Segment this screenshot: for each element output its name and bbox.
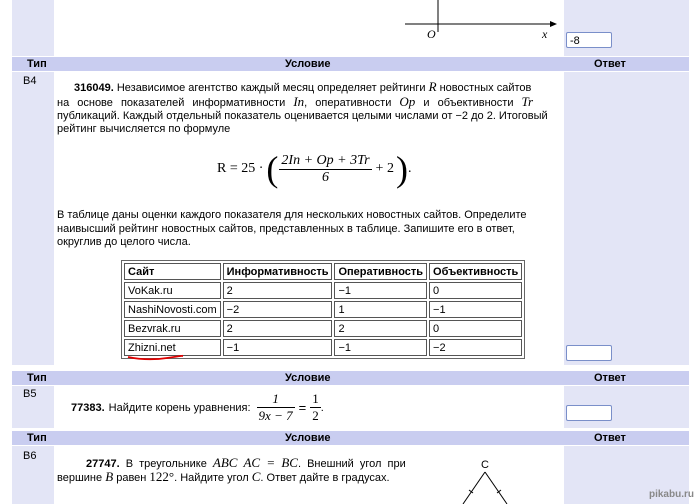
b4-answer-column (564, 72, 689, 365)
formula-tail: + 2 (375, 161, 394, 176)
formula-fraction (279, 153, 371, 186)
b6-line1-end: . Внешний угол при (297, 458, 406, 470)
header-type: Тип (27, 372, 47, 384)
zhizni-site-name: Zhizni.net (128, 341, 176, 354)
table-header-cell: Объективность (429, 263, 522, 280)
b5-eq: = (298, 400, 307, 415)
table-cell: −2 (429, 339, 522, 356)
b4-para2-l2: наивысший рейтинг новостных сайтов, представленных в таблице. Запишите его в ответ, (57, 223, 515, 235)
b5-rhs-fraction (310, 391, 321, 424)
b5-rhs-num: 1 (312, 391, 319, 406)
b4-line2 (57, 95, 533, 110)
b6-line2-end: . Ответ дайте в градусах. (260, 472, 390, 484)
graph-origin-label: O (427, 27, 436, 41)
b6-line2 (57, 470, 390, 485)
formula-denominator: 6 (321, 169, 329, 185)
b6-triangle-figure (455, 456, 515, 504)
b5-label: B5 (23, 388, 37, 400)
b4-line2-op-label: , оперативности (304, 97, 392, 109)
formula-period: . (407, 161, 412, 176)
table-cell: 2 (334, 320, 427, 337)
header-condition: Условие (285, 432, 331, 444)
table-header-cell: Сайт (124, 263, 221, 280)
table-cell: −2 (223, 301, 333, 318)
table-header-cell: Информативность (223, 263, 333, 280)
b6-problem-id: 27747. (86, 458, 120, 470)
b4-line1-text: Независимое агентство каждый месяц определяет рейтинги (116, 82, 426, 94)
table-cell: 0 (429, 320, 522, 337)
b4-problem-id: 316049. (74, 82, 114, 94)
b6-angle-value: 122° (149, 469, 175, 484)
b4-label: B4 (23, 75, 37, 87)
b4-line4: рейтинг вычисляется по формуле (57, 123, 231, 135)
b4-para2-l3: округлив до целого числа. (57, 236, 191, 248)
b4-line1-end: новостных сайтов (439, 82, 532, 94)
b6-var-b: B (105, 469, 114, 484)
b6-line2-text: вершине (57, 472, 103, 484)
b6-equals-text: равен (116, 472, 147, 484)
b4-type-column (12, 72, 54, 365)
formula-lhs: R = 25 · (217, 161, 264, 176)
table-header-cell: Оперативность (334, 263, 427, 280)
table-header-row (124, 263, 522, 280)
b6-label: B6 (23, 450, 37, 462)
formula-rparen: ) (395, 149, 408, 189)
b5-lhs-num: 1 (257, 391, 295, 408)
header-answer: Ответ (594, 372, 626, 384)
b4-var-tr: Tr (521, 94, 534, 109)
b4-line3: публикаций. Каждый отдельный показатель оценивается целыми числами от −2 до 2. Итоговый (57, 110, 548, 122)
b5-content (71, 391, 324, 424)
table-cell: 2 (223, 320, 333, 337)
table-cell: 0 (429, 282, 522, 299)
b4-answer-input[interactable] (566, 345, 612, 361)
b6-line1 (86, 456, 406, 471)
b4-formula (217, 148, 411, 190)
table-cell: NashiNovosti.com (124, 301, 221, 318)
b5-end: . (320, 401, 324, 414)
triangle-left-side (463, 472, 485, 504)
b5-text: Найдите корень уравнения: (108, 401, 251, 414)
prev-answer-input[interactable]: -8 (566, 32, 612, 48)
b5-rhs-den: 2 (312, 408, 319, 423)
b4-line1 (74, 80, 531, 95)
b6-triangle-expr: ABC AC = BC (212, 455, 298, 470)
table-cell: −1 (334, 339, 427, 356)
b6-find-text: . Найдите угол (174, 472, 249, 484)
b5-lhs-den: 9x − 7 (258, 408, 293, 423)
table-row (124, 320, 522, 337)
b4-line2-tr-label: и объективности (423, 97, 514, 109)
header-row-b5 (12, 371, 689, 385)
header-type: Тип (27, 58, 47, 70)
b4-para2-l1: В таблице даны оценки каждого показателя для нескольких новостных сайтов. Определите (57, 209, 527, 221)
b6-line1-text: В треугольнике (125, 458, 207, 470)
header-answer: Ответ (594, 58, 626, 70)
ratings-table (121, 260, 525, 359)
watermark: pikabu.ru (648, 489, 694, 500)
graph-x-arrow (550, 21, 557, 27)
header-condition: Условие (285, 58, 331, 70)
red-underline (127, 354, 183, 362)
b4-var-in: In (293, 94, 305, 109)
table-cell: −1 (429, 301, 522, 318)
top-type-column (12, 0, 54, 56)
b6-var-c: C (251, 469, 261, 484)
graph-fragment (395, 0, 560, 48)
table-cell: −1 (223, 339, 333, 356)
triangle-c-label: C (481, 459, 489, 471)
table-row (124, 301, 522, 318)
b5-answer-input[interactable] (566, 405, 612, 421)
b4-var-r: R (428, 79, 437, 94)
table-cell: Bezvrak.ru (124, 320, 221, 337)
header-condition: Условие (285, 372, 331, 384)
header-answer: Ответ (594, 432, 626, 444)
table-cell-zhizni (124, 339, 221, 356)
header-row-b6 (12, 431, 689, 445)
header-type: Тип (27, 432, 47, 444)
b5-problem-id: 77383. (71, 401, 105, 414)
header-row-b4 (12, 57, 689, 71)
b4-line2-text: на основе показателей информативности (57, 97, 286, 109)
table-row (124, 282, 522, 299)
table-cell: −1 (334, 282, 427, 299)
table-cell: 2 (223, 282, 333, 299)
table-cell: 1 (334, 301, 427, 318)
table-row (124, 339, 522, 356)
triangle-right-side (485, 472, 507, 504)
formula-numerator: 2In + Op + 3Tr (281, 152, 370, 168)
table-cell: VoKak.ru (124, 282, 221, 299)
formula-lparen: ( (266, 149, 279, 189)
b4-var-op: Op (399, 94, 416, 109)
graph-x-label: x (542, 27, 548, 41)
b5-lhs-fraction (257, 391, 295, 424)
